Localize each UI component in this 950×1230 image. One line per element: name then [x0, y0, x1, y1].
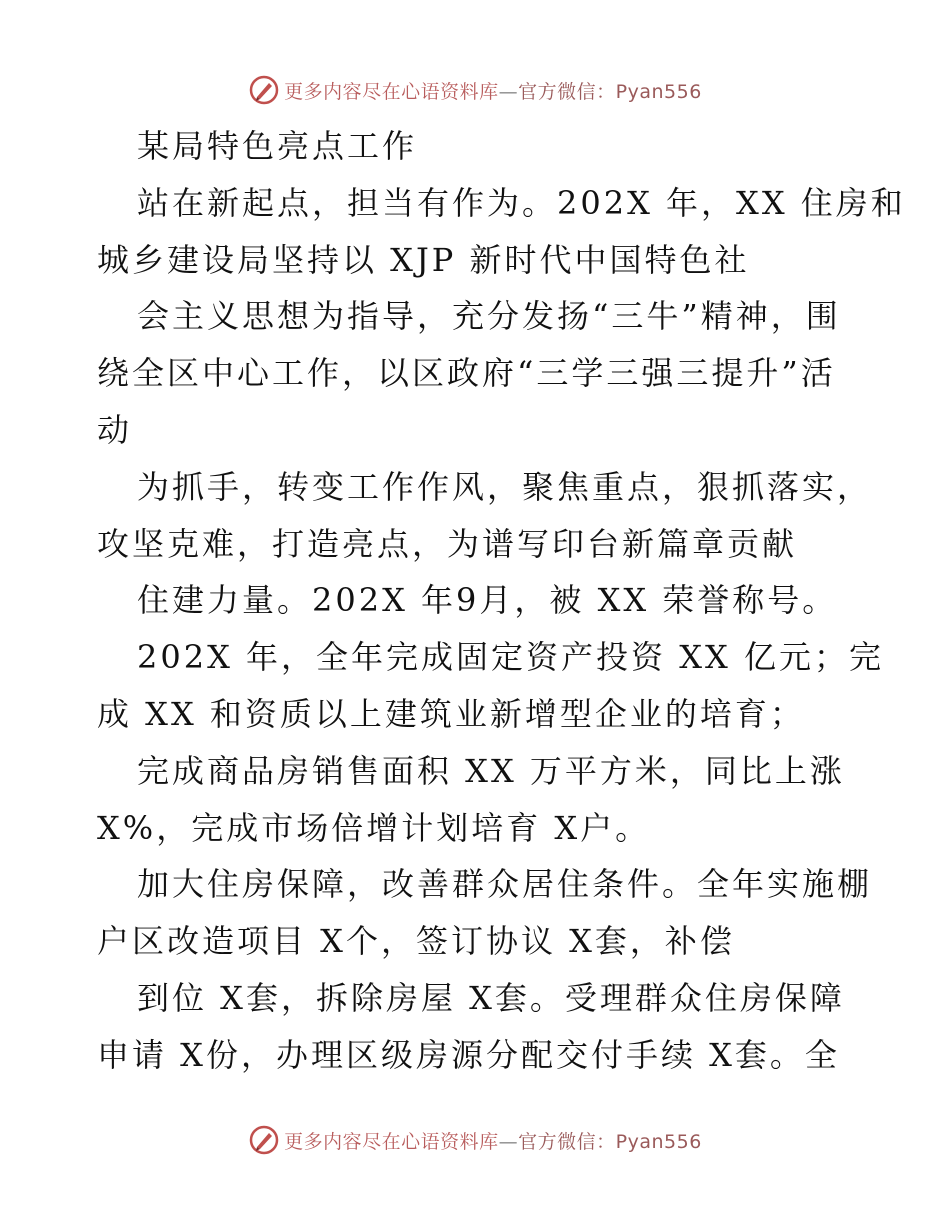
doc-line: 202X 年，全年完成固定资产投资 XX 亿元；完 — [137, 638, 884, 677]
doc-title: 某局特色亮点工作 — [137, 127, 418, 165]
document-body — [97, 118, 906, 1084]
doc-line: 攻坚克难，打造亮点，为谱写印台新篇章贡献 — [97, 524, 798, 563]
pen-logo-icon — [248, 74, 280, 106]
doc-line: 会主义思想为指导，充分发扬“三牛”精神，围 — [137, 297, 841, 336]
watermark-main: 更多内容尽在心语资料库 — [284, 80, 499, 103]
doc-line: 为抓手，转变工作作风，聚焦重点，狠抓落实， — [137, 467, 873, 506]
doc-line: 到位 X套，拆除房屋 X套。受理群众住房保障 — [137, 978, 845, 1017]
watermark-banner-top — [0, 70, 950, 110]
doc-line: 城乡建设局坚持以 XJP 新时代中国特色社 — [97, 240, 750, 279]
pen-logo-icon — [248, 1124, 280, 1156]
doc-line: 完成商品房销售面积 XX 万平方米，同比上涨 — [137, 751, 845, 790]
doc-line: 户区改造项目 X个，签订协议 X套，补偿 — [97, 922, 735, 961]
doc-line: 成 XX 和资质以上建筑业新增型企业的培育； — [97, 694, 805, 733]
doc-line: 站在新起点，担当有作为。202X 年，XX 住房和 — [137, 183, 906, 222]
watermark-main: 更多内容尽在心语资料库 — [284, 1130, 499, 1153]
watermark-separator: — — [498, 1130, 519, 1153]
doc-line: 申请 X份，办理区级房源分配交付手续 X套。全 — [97, 1035, 840, 1074]
watermark-text — [284, 77, 702, 104]
doc-line: 动 — [97, 410, 133, 449]
doc-line: 住建力量。202X 年9月，被 XX 荣誉称号。 — [137, 581, 838, 620]
watermark-wechat: 官方微信：Pyan556 — [518, 80, 702, 103]
watermark-wechat: 官方微信：Pyan556 — [518, 1130, 702, 1153]
doc-line: 加大住房保障，改善群众居住条件。全年实施棚 — [137, 865, 873, 904]
doc-line: X%，完成市场倍增计划培育 X户。 — [97, 808, 651, 847]
watermark-text — [284, 1127, 702, 1154]
watermark-separator: — — [498, 80, 519, 103]
doc-line: 绕全区中心工作，以区政府“三学三强三提升”活 — [97, 354, 836, 393]
watermark-banner-bottom — [0, 1120, 950, 1160]
